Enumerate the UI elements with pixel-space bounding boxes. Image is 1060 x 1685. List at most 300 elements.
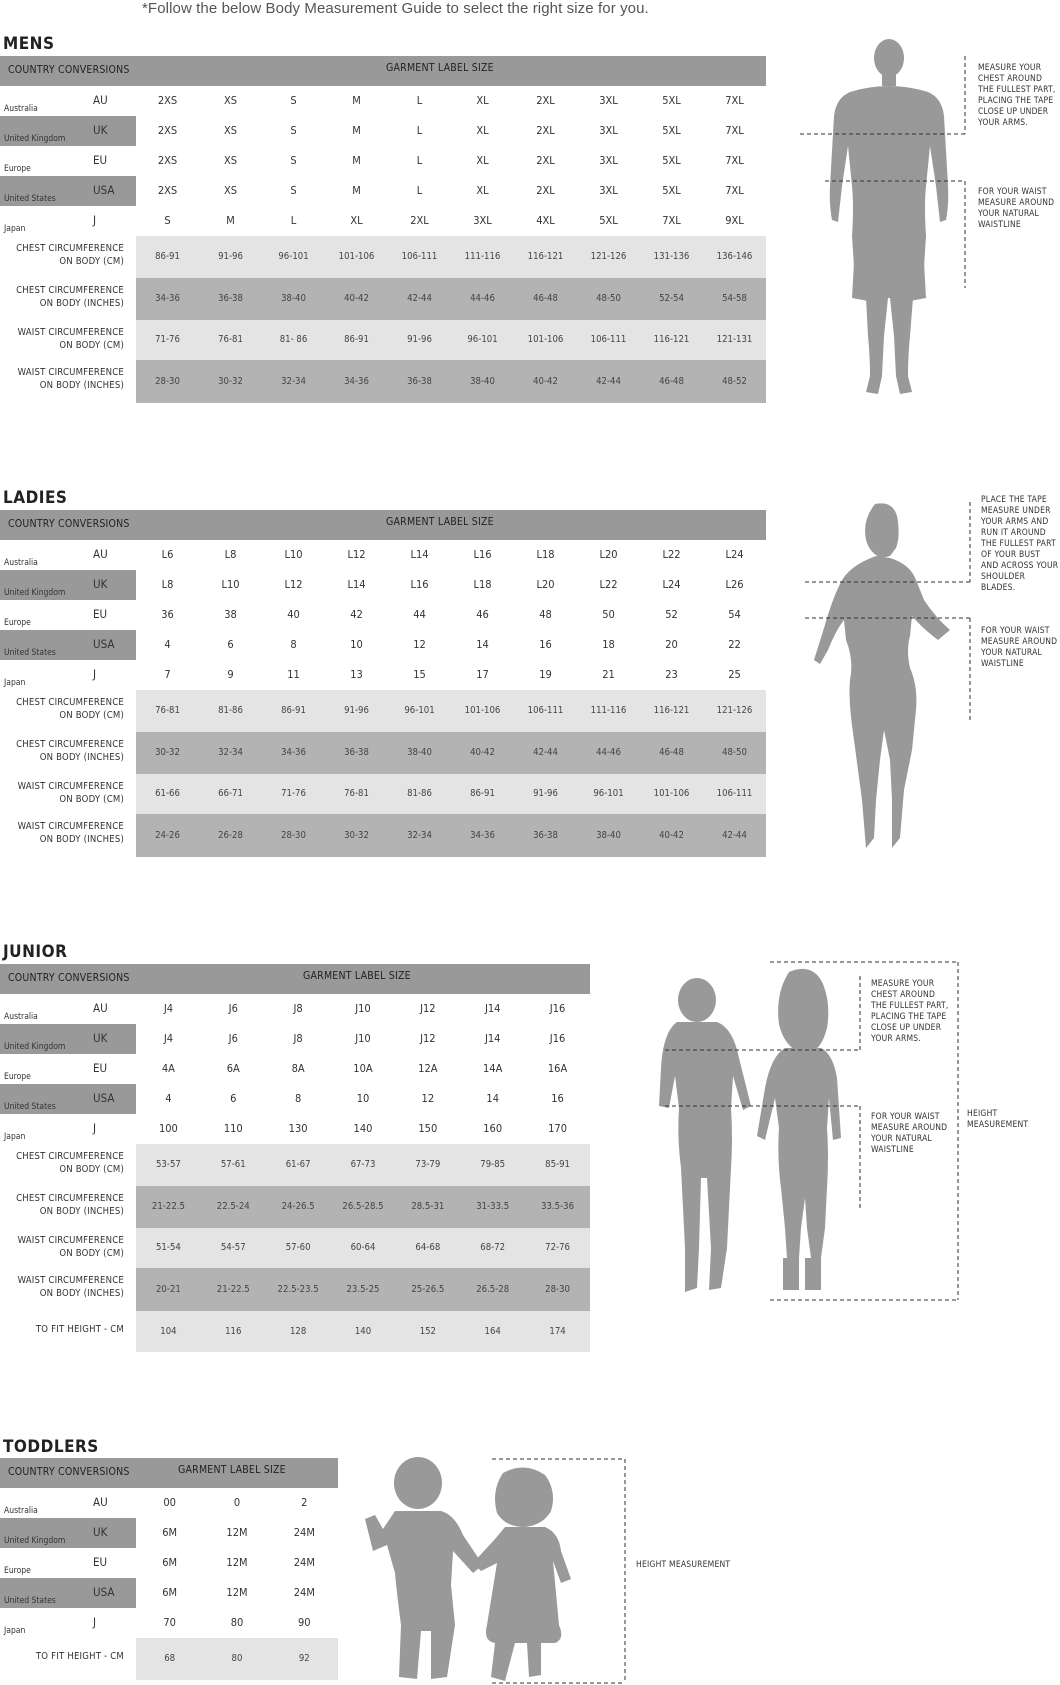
measurement-cell: 140 (354, 1326, 372, 1337)
measurement-cell: 28-30 (155, 376, 180, 387)
measurement-row (0, 320, 766, 360)
country-name: Japan (4, 678, 26, 688)
size-cell: L8 (224, 548, 237, 561)
measurement-label-line: WAIST CIRCUMFERENCE (17, 821, 124, 832)
measurement-cell: 106-111 (716, 788, 753, 799)
size-cell: 12 (413, 638, 426, 651)
measurement-cell: 42-44 (533, 747, 558, 758)
note-line: YOUR NATURAL (978, 209, 1039, 219)
measurement-cell: 26-28 (218, 830, 243, 841)
size-cell: 12M (226, 1526, 248, 1539)
measurement-cell: 21-22.5 (216, 1284, 250, 1295)
size-cell: 150 (418, 1122, 438, 1135)
measurement-cell: 32-34 (281, 376, 306, 387)
measurement-label-line: CHEST CIRCUMFERENCE (16, 739, 124, 750)
country-cell (0, 1488, 136, 1518)
country-name: Europe (4, 1072, 31, 1082)
measurement-row (0, 1311, 590, 1352)
size-cell: L22 (599, 578, 618, 591)
measurement-cell: 60-64 (350, 1242, 376, 1253)
size-cell: 12M (226, 1586, 248, 1599)
size-cell: 54 (728, 608, 741, 621)
measurement-cell: 26.5-28 (476, 1284, 510, 1295)
note-line: MEASURE AROUND (981, 637, 1058, 647)
note-line: WAISTLINE (871, 1145, 914, 1155)
size-cell: 80 (230, 1616, 244, 1629)
measurement-cell: 57-60 (285, 1242, 311, 1253)
measurement-label-line: ON BODY (CM) (59, 1247, 124, 1259)
measurement-cell: 64-68 (415, 1242, 441, 1253)
country-name: Europe (4, 164, 31, 174)
measurement-cell: 106-111 (527, 705, 564, 716)
measurement-row (0, 1144, 590, 1186)
measurement-cell: 26.5-28.5 (342, 1201, 384, 1212)
size-cell: 0 (233, 1496, 241, 1509)
country-row (0, 86, 766, 116)
country-cell (0, 600, 136, 630)
measurement-row (0, 774, 766, 814)
measurement-cell: 73-79 (415, 1159, 441, 1170)
size-cell: 130 (288, 1122, 308, 1135)
country-row (0, 206, 766, 236)
size-cell: 24M (293, 1526, 315, 1539)
country-code: EU (93, 1061, 108, 1075)
country-code: USA (93, 1585, 115, 1599)
size-cell: L (416, 124, 423, 137)
measurement-row (0, 690, 766, 732)
measurement-cell: 116 (225, 1326, 242, 1337)
measurement-cell: 34-36 (344, 376, 369, 387)
mens-chest-note (978, 63, 1055, 129)
section-title-junior: JUNIOR (3, 942, 68, 962)
size-cell: L12 (347, 548, 366, 561)
size-cell: 10A (353, 1062, 373, 1075)
size-cell: 16 (539, 638, 552, 651)
country-name: United Kingdom (4, 1042, 66, 1052)
size-cell: XS (223, 154, 238, 167)
measurement-cell: 54-57 (220, 1242, 246, 1253)
country-row (0, 660, 766, 690)
measurement-cell: 116-121 (527, 251, 564, 262)
size-cell: L (290, 214, 297, 227)
country-code: J (93, 1615, 97, 1629)
measurement-cell: 32-34 (218, 747, 243, 758)
measurement-cell: 91-96 (218, 251, 243, 262)
country-name: Australia (4, 1012, 38, 1022)
table-header (0, 964, 590, 994)
measurement-cell: 46-48 (659, 376, 684, 387)
note-line: AND ACROSS YOUR (981, 561, 1059, 571)
size-cell: XL (476, 124, 489, 137)
measurement-label-line: ON BODY (CM) (59, 339, 124, 351)
measurement-cell: 96-101 (593, 788, 624, 799)
measurement-label-line: ON BODY (INCHES) (39, 1287, 124, 1299)
country-code: EU (93, 153, 108, 167)
country-name: Australia (4, 104, 38, 114)
note-line: OF YOUR BUST (981, 550, 1041, 560)
size-cell: L22 (662, 548, 681, 561)
size-cell: 38 (224, 608, 237, 621)
measurement-label-line: ON BODY (INCHES) (39, 833, 124, 845)
measurement-cell: 121-131 (716, 334, 753, 345)
size-cell: 2XS (157, 184, 178, 197)
measurement-cell: 40-42 (470, 747, 495, 758)
size-cell: 18 (602, 638, 615, 651)
size-cell: J8 (293, 1002, 303, 1015)
size-cell: L16 (473, 548, 492, 561)
measurement-cell: 25-26.5 (411, 1284, 445, 1295)
size-cell: 9 (227, 668, 234, 681)
country-row (0, 116, 766, 146)
measurement-cell: 86-91 (344, 334, 369, 345)
country-conversions-label: COUNTRY CONVERSIONS (8, 64, 130, 76)
size-cell: XL (350, 214, 363, 227)
mens-size-table (0, 56, 766, 406)
size-cell: 36 (161, 608, 174, 621)
measurement-cell: 96-101 (278, 251, 309, 262)
measurement-cell: 66-71 (218, 788, 243, 799)
size-cell: 19 (539, 668, 552, 681)
size-cell: 21 (602, 668, 615, 681)
measurement-label-line: ON BODY (INCHES) (39, 379, 124, 391)
measurement-cell: 48-50 (596, 293, 621, 304)
size-cell: 6A (226, 1062, 240, 1075)
measurement-cell: 44-46 (470, 293, 495, 304)
measurement-cell: 23.5-25 (346, 1284, 380, 1295)
measurement-label (0, 1324, 124, 1337)
measurement-cell: 164 (484, 1326, 501, 1337)
measurement-cell: 101-106 (653, 788, 690, 799)
measurement-cell: 101-106 (527, 334, 564, 345)
measurement-cell: 33.5-36 (541, 1201, 575, 1212)
note-line: SHOULDER BLADES. (981, 572, 1026, 593)
size-cell: M (352, 124, 361, 137)
size-cell: 14 (486, 1092, 499, 1105)
size-cell: L (416, 184, 423, 197)
country-code: UK (93, 577, 108, 591)
measurement-cell: 40-42 (344, 293, 369, 304)
country-cell (0, 146, 136, 176)
measurement-cell: 71-76 (155, 334, 180, 345)
size-cell: L14 (347, 578, 366, 591)
country-name: United States (4, 648, 56, 658)
size-cell: J14 (484, 1002, 501, 1015)
country-row (0, 1608, 338, 1638)
measurement-cell: 111-116 (590, 705, 627, 716)
measurement-label (0, 1275, 124, 1300)
size-cell: L20 (536, 578, 555, 591)
measurement-cell: 86-91 (281, 705, 306, 716)
note-line: MEASURE UNDER (981, 506, 1051, 516)
country-cell (0, 1084, 136, 1114)
size-cell: 2XL (410, 214, 429, 227)
size-cell: L18 (473, 578, 492, 591)
size-cell: J12 (420, 1002, 436, 1015)
country-name: Europe (4, 1566, 31, 1576)
size-cell: J6 (228, 1032, 238, 1045)
country-cell (0, 116, 136, 146)
size-cell: M (352, 154, 361, 167)
size-cell: M (352, 94, 361, 107)
measurement-cell: 22.5-24 (216, 1201, 250, 1212)
size-cell: L16 (410, 578, 429, 591)
measurement-cell: 52-54 (659, 293, 684, 304)
measurement-label (0, 697, 124, 722)
size-cell: 2XL (536, 184, 555, 197)
measurement-label-line: CHEST CIRCUMFERENCE (16, 697, 124, 708)
size-cell: J4 (163, 1032, 174, 1045)
size-cell: L (416, 154, 423, 167)
measurement-label-line: ON BODY (CM) (59, 1163, 124, 1175)
measurement-cell: 28-30 (545, 1284, 570, 1295)
country-cell (0, 1518, 136, 1548)
measurement-row (0, 814, 766, 857)
toddlers-height-note: HEIGHT MEASUREMENT (636, 1560, 731, 1570)
size-cell: 12 (421, 1092, 435, 1105)
measurement-label-line: ON BODY (INCHES) (39, 297, 124, 309)
size-cell: XS (223, 124, 238, 137)
country-cell (0, 1548, 136, 1578)
measurement-cell: 42-44 (722, 830, 747, 841)
measurement-row (0, 732, 766, 774)
intro-text: *Follow the below Body Measurement Guide to select the right size for you. (142, 0, 649, 17)
size-cell: 3XL (599, 94, 618, 107)
measurement-cell: 36-38 (218, 293, 243, 304)
measurement-cell: 51-54 (156, 1242, 181, 1253)
measurement-label (0, 367, 124, 392)
section-title-toddlers: TODDLERS (3, 1437, 99, 1457)
size-cell: 3XL (599, 154, 618, 167)
note-line: FOR YOUR WAIST (871, 1112, 940, 1122)
garment-label-size-label: GARMENT LABEL SIZE (178, 1464, 286, 1476)
note-line: CLOSE UP UNDER (871, 1023, 942, 1033)
size-cell: XS (223, 94, 238, 107)
measurement-cell: 30-32 (344, 830, 369, 841)
size-cell: XL (476, 94, 489, 107)
size-cell: 12M (226, 1556, 248, 1569)
country-name: Japan (4, 1132, 26, 1142)
size-cell: 10 (356, 1092, 370, 1105)
junior-size-table (0, 964, 590, 1354)
country-name: Japan (4, 224, 26, 234)
size-cell: XS (223, 184, 238, 197)
country-row (0, 1548, 338, 1578)
note-line: MEASURE YOUR (978, 63, 1042, 73)
section-title-mens: MENS (3, 34, 55, 54)
measurement-label-line: CHEST CIRCUMFERENCE (16, 1151, 124, 1162)
measurement-cell: 48-52 (722, 376, 747, 387)
size-cell: 8A (291, 1062, 305, 1075)
size-cell: 100 (158, 1122, 178, 1135)
measurement-cell: 86-91 (155, 251, 180, 262)
country-row (0, 1488, 338, 1518)
country-name: United States (4, 1596, 56, 1606)
measurement-label (0, 739, 124, 764)
mens-waist-note (978, 187, 1054, 231)
size-cell: L18 (536, 548, 555, 561)
measurement-label-line: TO FIT HEIGHT - CM (35, 1324, 124, 1335)
table-header (0, 1458, 338, 1488)
ladies-size-table (0, 510, 766, 860)
measurement-label (0, 1235, 124, 1260)
size-cell: 7XL (725, 184, 744, 197)
note-line: YOUR NATURAL (871, 1134, 932, 1144)
measurement-cell: 42-44 (407, 293, 432, 304)
measurement-label-line: WAIST CIRCUMFERENCE (17, 1275, 124, 1286)
size-cell: M (226, 214, 235, 227)
size-cell: 13 (350, 668, 363, 681)
size-cell: 17 (476, 668, 489, 681)
size-cell: 14A (483, 1062, 503, 1075)
junior-height-note: HEIGHT MEASUREMENT (967, 1109, 1029, 1130)
measurement-cell: 128 (289, 1326, 307, 1337)
country-row (0, 994, 590, 1024)
size-cell: 2 (301, 1496, 308, 1509)
size-cell: L24 (725, 548, 744, 561)
size-cell: 11 (287, 668, 300, 681)
country-row (0, 1084, 590, 1114)
measurement-row (0, 1228, 590, 1268)
measurement-cell: 22.5-23.5 (277, 1284, 319, 1295)
measurement-row (0, 1186, 590, 1228)
measurement-cell: 131-136 (653, 251, 690, 262)
size-cell: 90 (298, 1616, 311, 1629)
measurement-cell: 96-101 (404, 705, 435, 716)
measurement-cell: 121-126 (590, 251, 627, 262)
size-cell: 5XL (662, 94, 681, 107)
measurement-cell: 34-36 (155, 293, 180, 304)
size-cell: 46 (476, 608, 489, 621)
country-row (0, 146, 766, 176)
size-cell: 160 (483, 1122, 503, 1135)
note-line: MEASURE AROUND (978, 198, 1055, 208)
country-conversions-label: COUNTRY CONVERSIONS (8, 1466, 130, 1478)
note-line: RUN IT AROUND (981, 528, 1046, 538)
measurement-cell: 85-91 (545, 1159, 570, 1170)
size-cell: 140 (353, 1122, 373, 1135)
measurement-cell: 68 (164, 1653, 176, 1664)
country-code: AU (93, 547, 108, 561)
measurement-label-line: ON BODY (CM) (59, 793, 124, 805)
measurement-cell: 96-101 (467, 334, 498, 345)
measurement-cell: 36-38 (344, 747, 369, 758)
toddlers-size-table (0, 1458, 340, 1684)
size-cell: 4XL (536, 214, 555, 227)
country-cell (0, 570, 136, 600)
size-cell: 4 (164, 638, 171, 651)
measurement-label-line: WAIST CIRCUMFERENCE (17, 327, 124, 338)
measurement-cell: 86-91 (470, 788, 495, 799)
country-conversions-label: COUNTRY CONVERSIONS (8, 518, 130, 530)
size-cell: L (416, 94, 423, 107)
country-cell (0, 630, 136, 660)
size-cell: J12 (420, 1032, 436, 1045)
size-cell: L26 (725, 578, 744, 591)
measurement-label-line: CHEST CIRCUMFERENCE (16, 285, 124, 296)
measurement-label-line: ON BODY (CM) (59, 255, 124, 267)
measurement-label-line: ON BODY (CM) (59, 709, 124, 721)
measurement-cell: 91-96 (533, 788, 558, 799)
measurement-cell: 30-32 (218, 376, 243, 387)
measurement-cell: 116-121 (653, 705, 690, 716)
size-cell: 2XL (536, 94, 555, 107)
size-cell: 2XS (157, 154, 178, 167)
measurement-cell: 20-21 (156, 1284, 181, 1295)
measurement-cell: 111-116 (464, 251, 501, 262)
measurement-cell: 71-76 (281, 788, 306, 799)
note-line: PLACING THE TAPE (978, 96, 1054, 106)
country-name: United States (4, 194, 56, 204)
country-code: USA (93, 637, 115, 651)
country-code: USA (93, 183, 115, 197)
size-cell: 15 (413, 668, 426, 681)
country-code: J (93, 1121, 97, 1135)
size-cell: 7XL (725, 154, 744, 167)
measurement-cell: 48-50 (722, 747, 747, 758)
size-cell: L14 (410, 548, 429, 561)
measurement-cell: 106-111 (590, 334, 627, 345)
size-cell: 6M (162, 1586, 178, 1599)
size-cell: 5XL (662, 184, 681, 197)
measurement-cell: 54-58 (722, 293, 747, 304)
note-line: MEASURE YOUR (871, 979, 935, 989)
measurement-label (0, 327, 124, 352)
size-cell: 2XS (157, 94, 178, 107)
country-row (0, 1054, 590, 1084)
junior-waist-note (871, 1112, 947, 1156)
country-code: J (93, 667, 97, 681)
measurement-cell: 38-40 (281, 293, 306, 304)
size-cell: 23 (665, 668, 678, 681)
country-row (0, 176, 766, 206)
size-cell: 5XL (599, 214, 618, 227)
country-code: UK (93, 1525, 108, 1539)
size-cell: 16A (547, 1062, 568, 1075)
size-cell: 3XL (599, 184, 618, 197)
note-line: THE FULLEST PART, (871, 1001, 949, 1011)
country-code: AU (93, 1001, 108, 1015)
note-line: YOUR NATURAL (981, 648, 1042, 658)
size-cell: J16 (549, 1032, 566, 1045)
size-cell: 7 (164, 668, 171, 681)
country-code: UK (93, 123, 108, 137)
measurement-cell: 81- 86 (279, 334, 308, 345)
size-cell: 6 (230, 1092, 237, 1105)
measurement-label-line: CHEST CIRCUMFERENCE (16, 243, 124, 254)
measurement-label (0, 781, 124, 806)
measurement-label-line: WAIST CIRCUMFERENCE (17, 781, 124, 792)
country-name: United Kingdom (4, 1536, 66, 1546)
size-cell: S (290, 94, 297, 107)
measurement-cell: 68-72 (480, 1242, 506, 1253)
size-cell: 8 (294, 1092, 302, 1105)
note-line: YOUR ARMS. (978, 118, 1028, 128)
size-cell: 3XL (473, 214, 492, 227)
size-cell: 170 (548, 1122, 567, 1135)
country-code: AU (93, 93, 108, 107)
country-row (0, 1114, 590, 1144)
size-cell: L24 (662, 578, 681, 591)
size-cell: L8 (161, 578, 174, 591)
garment-label-size-label: GARMENT LABEL SIZE (303, 970, 411, 982)
measurement-label (0, 285, 124, 310)
country-cell (0, 206, 136, 236)
measurement-label (0, 243, 124, 268)
country-row (0, 1518, 338, 1548)
measurement-cell: 81-86 (407, 788, 432, 799)
measurement-cell: 40-42 (533, 376, 558, 387)
country-name: Australia (4, 558, 38, 568)
